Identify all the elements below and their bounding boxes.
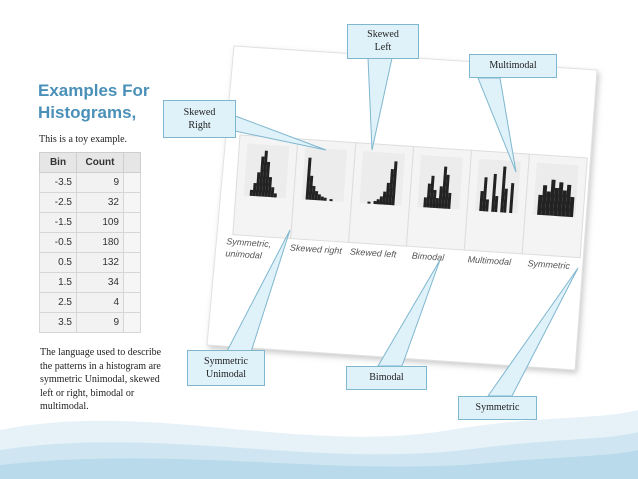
label-symmetric-unimodal-2: unimodal: [225, 248, 263, 261]
bin-cell: -1.5: [40, 213, 77, 233]
page-title: Examples For Histograms,: [38, 81, 150, 122]
count-cell: 109: [77, 213, 124, 233]
callout-symmetric: Symmetric: [458, 396, 537, 420]
description-text: The language used to describe the patterns in a histogram are symmetric Unimodal, skewed left or right, bimodal or multimodal.: [40, 347, 162, 412]
callout-multimodal: Multimodal: [469, 54, 557, 78]
count-cell: 132: [77, 253, 124, 273]
bin-cell: -3.5: [40, 173, 77, 193]
callout-skewed-left: Skewed Left: [347, 24, 419, 59]
label-symmetric: Symmetric: [527, 258, 571, 271]
column-header-bin: Bin: [40, 153, 77, 173]
bar: [274, 193, 277, 197]
count-cell: 180: [77, 233, 124, 253]
bin-cell: 3.5: [40, 313, 77, 333]
bar: [376, 199, 379, 204]
bar: [367, 202, 370, 204]
count-cell: 9: [77, 173, 124, 193]
callout-symmetric-unimodal: Symmetric Unimodal: [187, 350, 265, 386]
bar: [318, 194, 321, 200]
count-cell: 9: [77, 313, 124, 333]
label-skewed-right: Skewed right: [289, 242, 343, 256]
bar: [373, 201, 376, 204]
bin-cell: 2.5: [40, 293, 77, 313]
column-header-count: Count: [77, 153, 124, 173]
label-symmetric-unimodal-1: Symmetric,: [225, 236, 272, 250]
label-multimodal: Multimodal: [467, 254, 512, 268]
bar: [329, 199, 332, 201]
label-skewed-left: Skewed left: [349, 246, 397, 260]
bar: [379, 196, 383, 204]
bin-cell: -0.5: [40, 233, 77, 253]
bar: [250, 190, 253, 196]
count-cell: 32: [77, 193, 124, 213]
bin-cell: 1.5: [40, 273, 77, 293]
count-cell: 34: [77, 273, 124, 293]
label-bimodal: Bimodal: [411, 250, 445, 263]
callout-bimodal: Bimodal: [346, 366, 427, 390]
bin-cell: 0.5: [40, 253, 77, 273]
subtitle: This is a toy example.: [39, 134, 128, 145]
bar: [324, 198, 327, 201]
bin-cell: -2.5: [40, 193, 77, 213]
callout-skewed-right: Skewed Right: [163, 100, 236, 138]
bar: [321, 196, 324, 200]
count-cell: 4: [77, 293, 124, 313]
